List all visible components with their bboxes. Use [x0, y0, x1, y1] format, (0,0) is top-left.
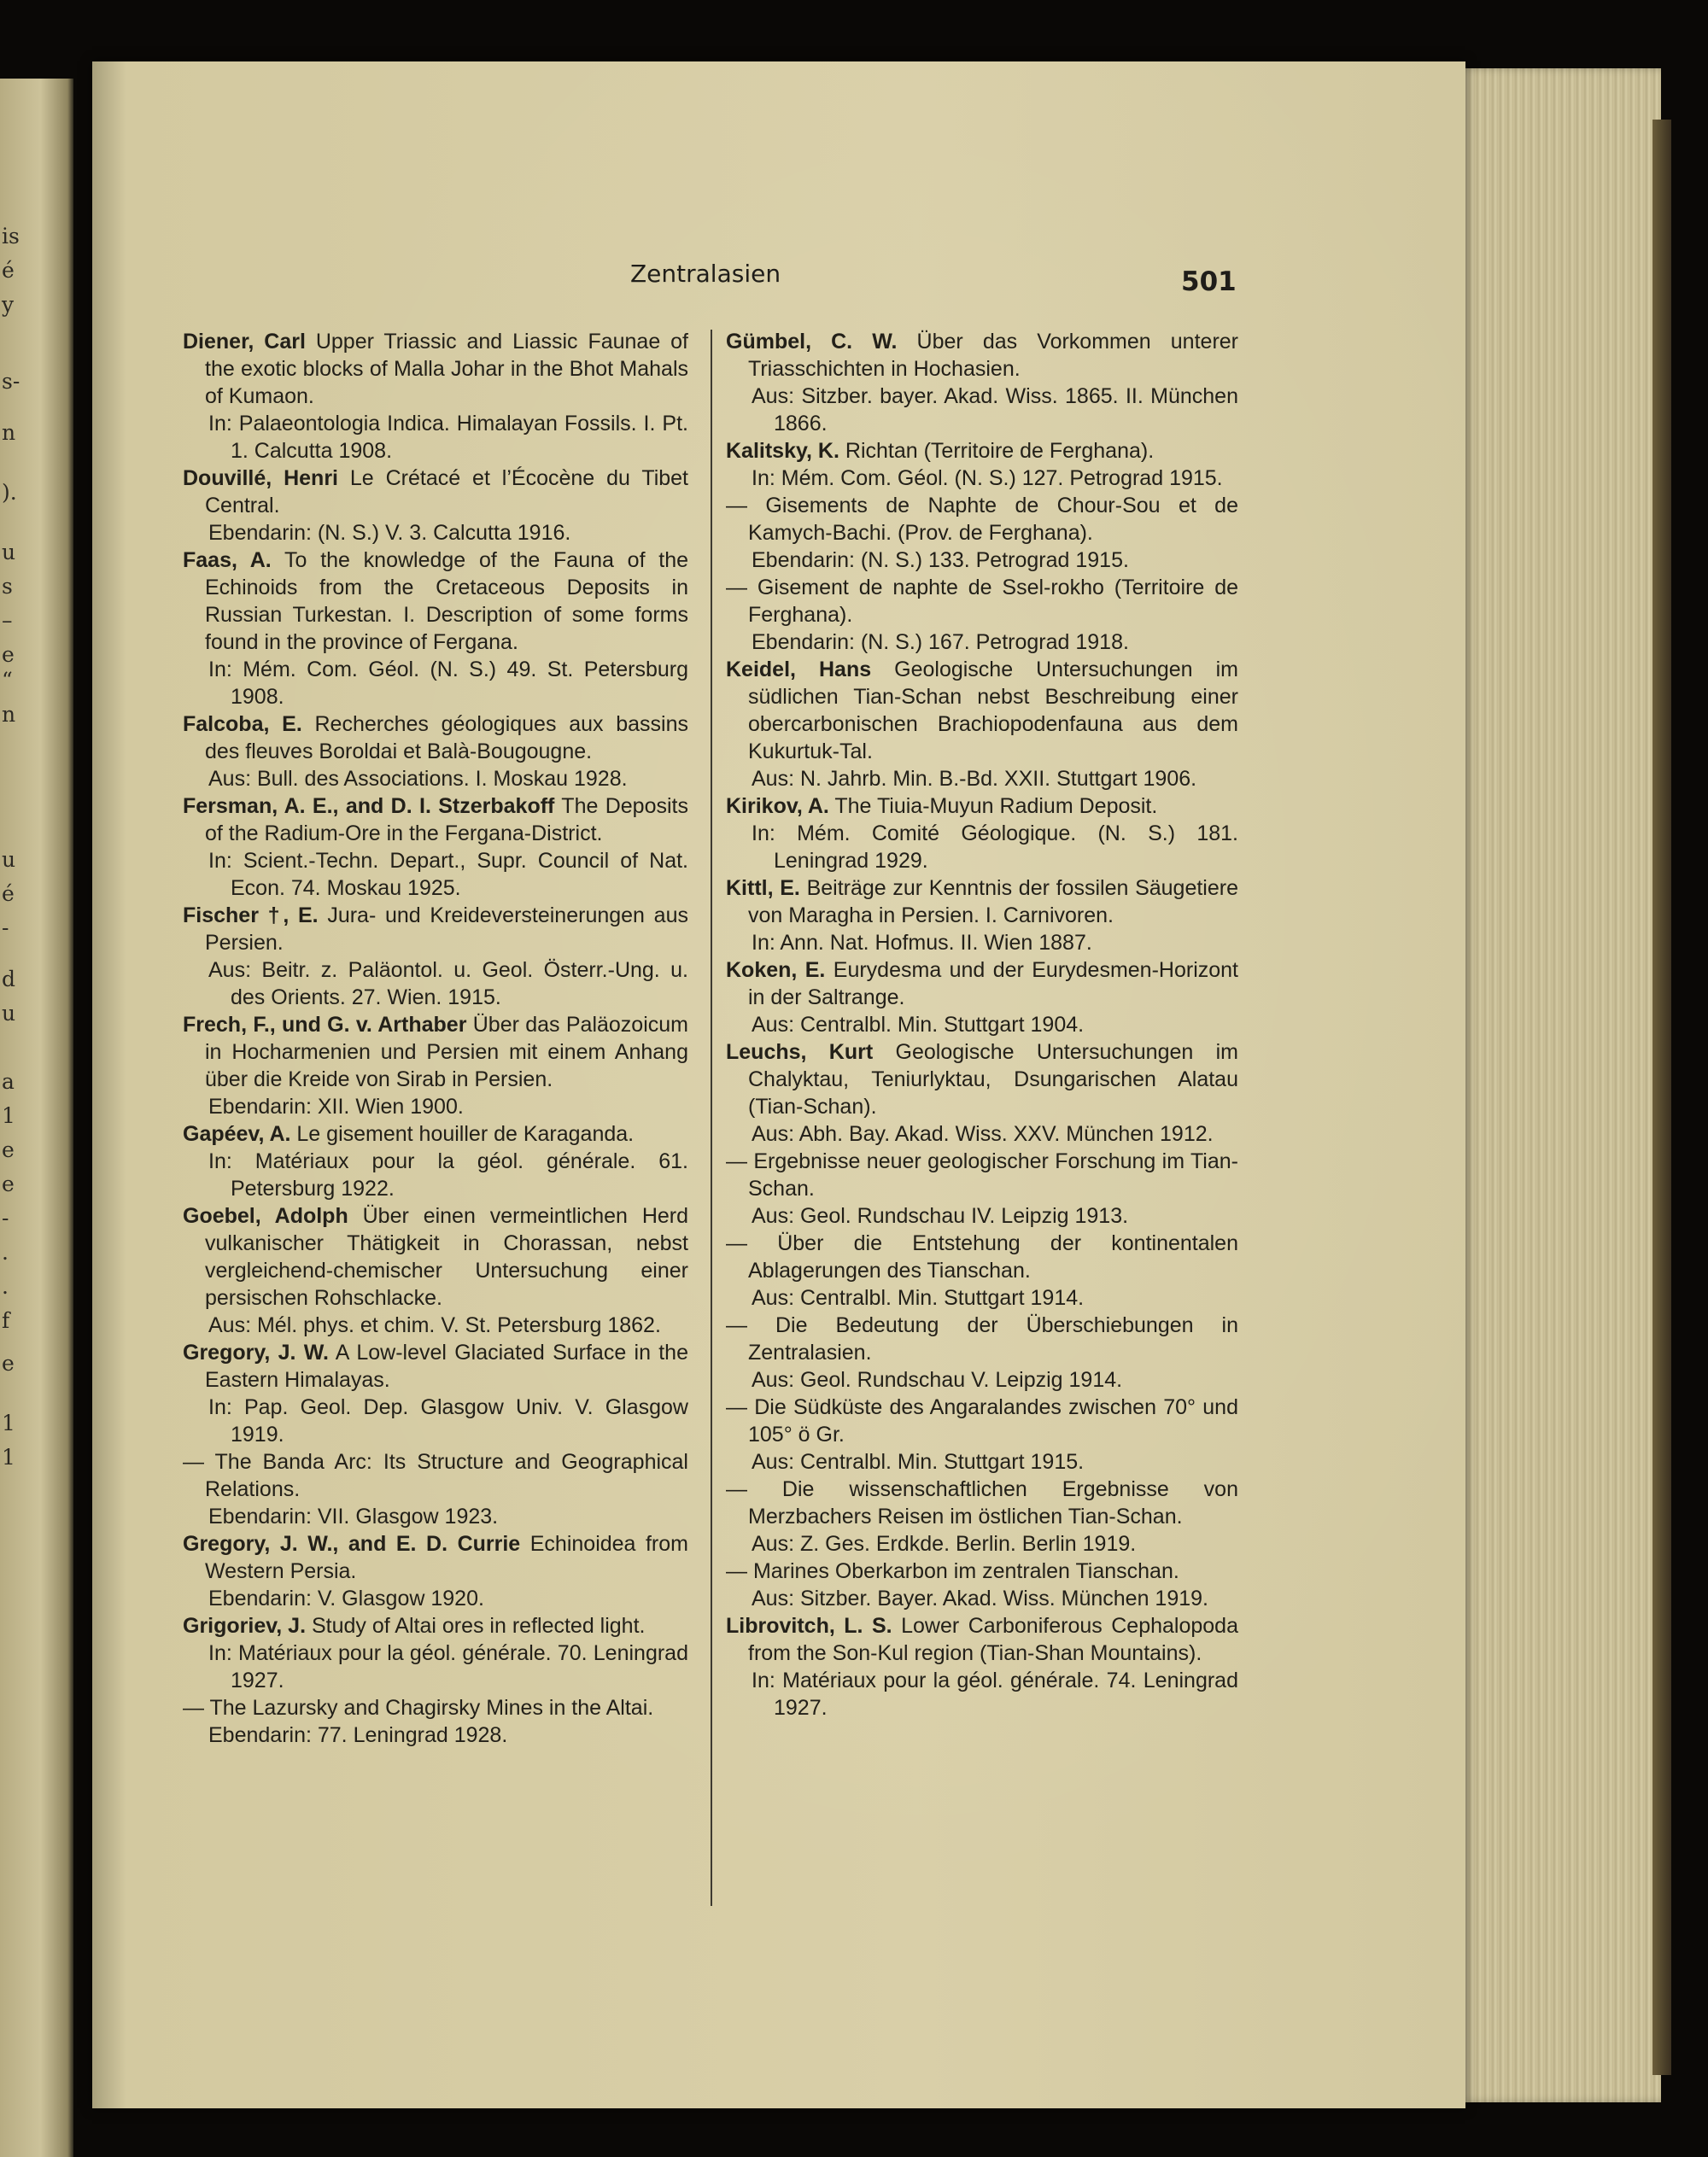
entry-source: Aus: N. Jahrb. Min. B.-Bd. XXII. Stuttgart 1906. [752, 767, 1197, 791]
column-divider [711, 330, 712, 1906]
entry-title: The Tiuia-Muyun Radium Deposit. [834, 794, 1158, 818]
previous-page-fragment: “ [2, 668, 13, 693]
entry-author: — [726, 1149, 747, 1173]
entry-source: Aus: Centralbl. Min. Stuttgart 1915. [752, 1450, 1085, 1474]
previous-page-fragment: n [2, 420, 16, 445]
bibliography-entry [726, 1038, 1238, 1148]
entry-author: — [726, 1231, 747, 1255]
entry-source: Aus: Z. Ges. Erdkde. Berlin. Berlin 1919. [752, 1532, 1137, 1556]
entry-title: A Low-level Glaciated Surface in the Eastern Himalayas. [205, 1341, 688, 1392]
entry-source: Ebendarin: V. Glasgow 1920. [208, 1587, 484, 1610]
entry-source: Aus: Bull. des Associations. I. Moskau 1928. [208, 767, 628, 791]
bibliography-entry [183, 1202, 688, 1339]
entry-author: Leuchs, Kurt [726, 1040, 874, 1064]
bibliography-entry [183, 1448, 688, 1530]
entry-source: Ebendarin: (N. S.) 133. Petrograd 1915. [752, 548, 1129, 572]
bibliography-entry [726, 1394, 1238, 1476]
previous-page-fragment: é [2, 881, 15, 906]
entry-title: To the knowledge of the Fauna of the Echinoids from the Cretaceous Deposits in Russian Turkestan. I. Description of some forms found in the province of Fergana. [205, 548, 689, 654]
previous-page-fragment: ). [2, 480, 17, 505]
entry-title: Echinoidea from Western Persia. [205, 1532, 688, 1583]
entry-title: Die Südküste des Angaralandes zwischen 70° und 105° ö Gr. [748, 1395, 1238, 1447]
entry-source: Ebendarin: (N. S.) V. 3. Calcutta 1916. [208, 521, 571, 545]
bibliography-entry [183, 1530, 688, 1612]
entry-title: Lower Carboniferous Cephalopoda from the Son-Kul region (Tian-Shan Mountains). [748, 1614, 1238, 1665]
entry-title: The Lazursky and Chagirsky Mines in the Altai. [209, 1696, 654, 1720]
entry-author: Fischer †, E. [183, 903, 319, 927]
entry-source: In: Mém. Com. Géol. (N. S.) 127. Petrograd 1915. [752, 466, 1223, 490]
previous-page-fragment: e [2, 1137, 15, 1162]
entry-title: Geologische Untersuchungen im Chalyktau, Teniurlyktau, Dsungarischen Alatau (Tian-Schan). [748, 1040, 1239, 1119]
entry-author: — [726, 1395, 747, 1419]
entry-title: Marines Oberkarbon im zentralen Tianschan. [752, 1559, 1179, 1583]
entry-source: In: Scient.-Techn. Depart., Supr. Council of Nat. Econ. 74. Moskau 1925. [208, 849, 688, 900]
entry-author: Faas, A. [183, 548, 272, 572]
previous-page-fragment: s [2, 574, 13, 599]
bibliography-entry [726, 792, 1238, 874]
bibliography-entry [726, 1312, 1238, 1394]
bibliography-entry [726, 1612, 1238, 1722]
previous-page-fragment: u [2, 1001, 16, 1026]
entry-title: Geologische Untersuchungen im südlichen Tian-Schan nebst Beschreibung einer obercarbonischen Brachiopodenfauna aus dem Kukurtuk-Tal. [748, 658, 1238, 763]
entry-source: Ebendarin: XII. Wien 1900. [208, 1095, 464, 1119]
bibliography-entry [726, 1476, 1238, 1558]
entry-author: — [726, 1477, 747, 1501]
entry-author: — [726, 1313, 747, 1337]
previous-page-fragment: d [2, 967, 16, 991]
entry-author: — [726, 494, 747, 517]
previous-page-fragments [0, 79, 73, 2157]
entry-title: Jura- und Kreideversteinerungen aus Persien. [205, 903, 688, 955]
entry-source: Aus: Geol. Rundschau V. Leipzig 1914. [752, 1368, 1123, 1392]
previous-page-fragment: y [2, 292, 15, 317]
entry-title: Richtan (Territoire de Ferghana). [845, 439, 1155, 463]
entry-source: Ebendarin: VII. Glasgow 1923. [208, 1505, 499, 1529]
entry-author: Frech, F., und G. v. Arthaber [183, 1013, 467, 1037]
previous-page-fragment: a [2, 1069, 15, 1094]
previous-page-fragment: n [2, 702, 16, 727]
bibliography-entry [726, 874, 1238, 956]
previous-page-fragment: é [2, 258, 15, 283]
previous-page-fragment: - [2, 1206, 9, 1230]
entry-title: Über die Entstehung der kontinentalen Ablagerungen des Tianschan. [748, 1231, 1238, 1283]
entry-source: In: Pap. Geol. Dep. Glasgow Univ. V. Glasgow 1919. [208, 1395, 688, 1447]
entry-source: Aus: Mél. phys. et chim. V. St. Petersburg 1862. [208, 1313, 661, 1337]
previous-page-fragment: u [2, 540, 16, 564]
entry-author: — [183, 1450, 204, 1474]
bibliography-entry [183, 792, 688, 902]
entry-title: Die wissenschaftlichen Ergebnisse von Merzbachers Reisen im östlichen Tian-Schan. [748, 1477, 1238, 1529]
previous-page-fragment: s- [2, 369, 20, 394]
bibliography-entry [726, 328, 1238, 437]
previous-page-fragment: 1 [2, 1411, 15, 1435]
bibliography-entry [726, 1558, 1238, 1612]
entry-author: Kirikov, A. [726, 794, 829, 818]
entry-author: — [183, 1696, 204, 1720]
bibliography-column-left [183, 328, 688, 1749]
previous-page-fragment: e [2, 1172, 15, 1196]
entry-author: Fersman, A. E., and D. I. Stzerbakoff [183, 794, 555, 818]
previous-page-fragment: 1 [2, 1103, 15, 1128]
entry-title: Über das Vorkommen unterer Triasschichten in Hochasien. [748, 330, 1238, 381]
bibliography-entry [726, 437, 1238, 492]
entry-author: Kalitsky, K. [726, 439, 839, 463]
entry-author: Gregory, J. W. [183, 1341, 329, 1365]
entry-title: Upper Triassic and Liassic Faunae of the exotic blocks of Malla Johar in the Bhot Mahals of Kumaon. [205, 330, 688, 408]
bibliography-entry [183, 1011, 688, 1120]
entry-author: Falcoba, E. [183, 712, 302, 736]
entry-source: Aus: Sitzber. Bayer. Akad. Wiss. München 1919. [752, 1587, 1208, 1610]
entry-title: Recherches géologiques aux bassins des fleuves Boroldai et Balà-Bougougne. [205, 712, 688, 763]
previous-page-fragment: f [2, 1308, 10, 1333]
bibliography-entry [183, 1694, 688, 1749]
bibliography-entry [183, 1120, 688, 1202]
entry-source: Aus: Abh. Bay. Akad. Wiss. XXV. München 1912. [752, 1122, 1214, 1146]
entry-author: Diener, Carl [183, 330, 306, 354]
entry-author: Gapéev, A. [183, 1122, 291, 1146]
bibliography-entry [726, 656, 1238, 792]
entry-title: Le Crétacé et l’Écocène du Tibet Central. [205, 466, 688, 517]
entry-source: Ebendarin: (N. S.) 167. Petrograd 1918. [752, 630, 1129, 654]
entry-title: Gisements de Naphte de Chour-Sou et de Kamych-Bachi. (Prov. de Ferghana). [748, 494, 1238, 545]
entry-source: In: Matériaux pour la géol. générale. 70. Leningrad 1927. [208, 1641, 688, 1692]
entry-source: In: Matériaux pour la géol. générale. 74. Leningrad 1927. [752, 1669, 1238, 1720]
bibliography-entry [183, 328, 688, 465]
bibliography-entry [183, 465, 688, 547]
previous-page-edge [0, 79, 73, 2157]
entry-source: Ebendarin: 77. Leningrad 1928. [208, 1723, 508, 1747]
entry-author: — [726, 1559, 747, 1583]
entry-title: The Banda Arc: Its Structure and Geographical Relations. [205, 1450, 688, 1501]
page-stack-edge [1452, 68, 1661, 2102]
entry-source: Aus: Beitr. z. Paläontol. u. Geol. Österr.-Ung. u. des Orients. 27. Wien. 1915. [208, 958, 688, 1009]
entry-source: Aus: Centralbl. Min. Stuttgart 1904. [752, 1013, 1085, 1037]
bibliography-entry [183, 902, 688, 1011]
previous-page-fragment: . [2, 1240, 9, 1265]
entry-title: Die Bedeutung der Überschiebungen in Zentralasien. [748, 1313, 1238, 1365]
entry-author: Keidel, Hans [726, 658, 872, 681]
entry-source: Aus: Geol. Rundschau IV. Leipzig 1913. [752, 1204, 1129, 1228]
bibliography-entry [726, 1230, 1238, 1312]
book-cover-edge [1652, 120, 1671, 2075]
entry-author: Librovitch, L. S. [726, 1614, 892, 1638]
entry-title: Gisement de naphte de Ssel-rokho (Territoire de Ferghana). [748, 576, 1238, 627]
entry-author: Gümbel, C. W. [726, 330, 898, 354]
entry-source: In: Matériaux pour la géol. générale. 61. Petersburg 1922. [208, 1149, 688, 1201]
previous-page-fragment: e [2, 642, 15, 667]
entry-title: Le gisement houiller de Karaganda. [296, 1122, 635, 1146]
page-number: 501 [1181, 266, 1237, 297]
entry-source: Aus: Sitzber. bayer. Akad. Wiss. 1865. II. München 1866. [752, 384, 1238, 435]
bibliography-entry [726, 956, 1238, 1038]
entry-title: Über das Paläozoicum in Hocharmenien und Persien mit einem Anhang über die Kreide von Sirab in Persien. [205, 1013, 688, 1091]
entry-title: The Deposits of the Radium-Ore in the Fergana-District. [205, 794, 688, 845]
bibliography-entry [183, 547, 688, 710]
previous-page-fragment: – [2, 608, 13, 633]
entry-author: Goebel, Adolph [183, 1204, 348, 1228]
entry-author: Kittl, E. [726, 876, 800, 900]
entry-title: Study of Altai ores in reflected light. [311, 1614, 646, 1638]
previous-page-fragment: e [2, 1351, 15, 1376]
bibliography-entry [726, 574, 1238, 656]
entry-author: Douvillé, Henri [183, 466, 338, 490]
previous-page-fragment: is [2, 224, 20, 248]
entry-author: Gregory, J. W., and E. D. Currie [183, 1532, 521, 1556]
bibliography-entry [183, 1339, 688, 1448]
entry-author: Grigoriev, J. [183, 1614, 307, 1638]
entry-title: Beiträge zur Kenntnis der fossilen Säugetiere von Maragha in Persien. I. Carnivoren. [748, 876, 1238, 927]
entry-author: Koken, E. [726, 958, 826, 982]
entry-author: — [726, 576, 747, 599]
entry-source: In: Palaeontologia Indica. Himalayan Fossils. I. Pt. 1. Calcutta 1908. [208, 412, 688, 463]
entry-source: In: Mém. Comité Géologique. (N. S.) 181. Leningrad 1929. [752, 821, 1238, 873]
running-header: Zentralasien [630, 260, 781, 288]
bibliography-entry [726, 1148, 1238, 1230]
previous-page-fragment: - [2, 915, 9, 940]
entry-title: Ergebnisse neuer geologischer Forschung im Tian-Schan. [748, 1149, 1238, 1201]
bibliography-entry [183, 710, 688, 792]
entry-title: Eurydesma und der Eurydesmen-Horizont in der Saltrange. [748, 958, 1239, 1009]
previous-page-fragment: u [2, 847, 16, 872]
entry-source: In: Mém. Com. Géol. (N. S.) 49. St. Petersburg 1908. [208, 658, 688, 709]
previous-page-fragment: 1 [2, 1445, 15, 1470]
previous-page-fragment: . [2, 1274, 9, 1299]
entry-source: In: Ann. Nat. Hofmus. II. Wien 1887. [752, 931, 1092, 955]
entry-title: Über einen vermeintlichen Herd vulkanischer Thätigkeit in Chorassan, nebst vergleichend-chemischer Untersuchung einer persischen Rohschlacke. [205, 1204, 688, 1310]
bibliography-column-right [726, 328, 1238, 1722]
bibliography-entry [183, 1612, 688, 1694]
bibliography-entry [726, 492, 1238, 574]
entry-source: Aus: Centralbl. Min. Stuttgart 1914. [752, 1286, 1085, 1310]
